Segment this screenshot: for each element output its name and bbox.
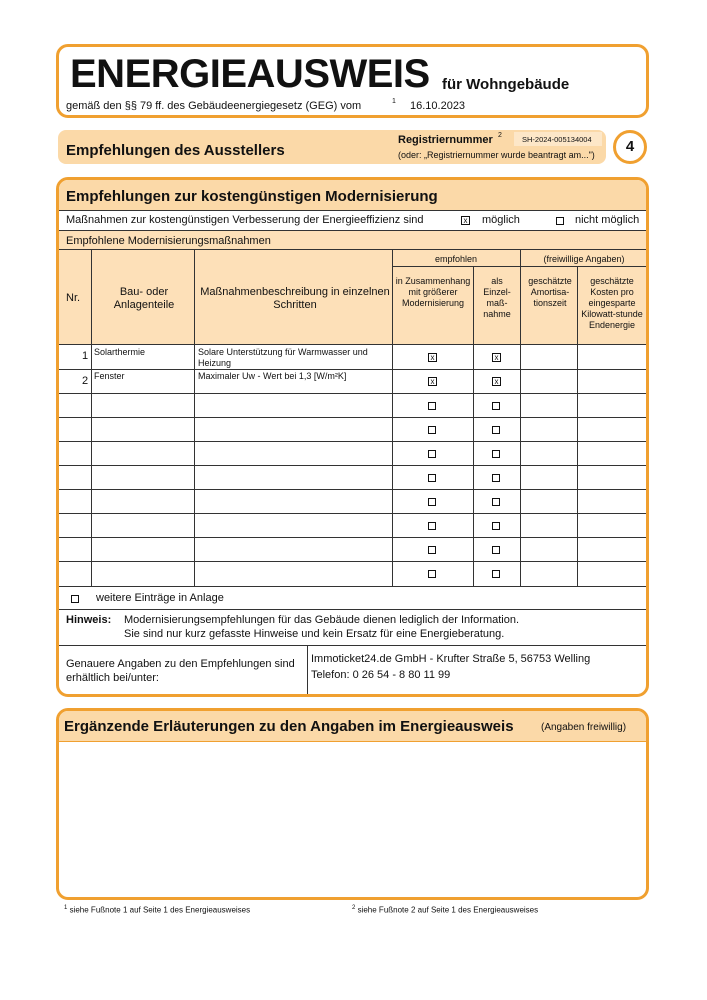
- checkbox-combined[interactable]: [428, 498, 436, 506]
- row-line: [59, 393, 646, 394]
- page-number-badge: 4: [613, 130, 647, 164]
- divider: [59, 741, 646, 742]
- row-line: [59, 489, 646, 490]
- checkbox-single-row-1[interactable]: x: [492, 353, 501, 362]
- section-title: Empfehlungen des Ausstellers: [66, 142, 285, 159]
- checkbox-single[interactable]: [492, 426, 500, 434]
- checkbox-combined[interactable]: [428, 546, 436, 554]
- row-description: Solare Unterstützung für Warmwasser und Heizung: [198, 347, 368, 368]
- row-component: Fenster: [94, 371, 125, 381]
- checkbox-combined[interactable]: [428, 402, 436, 410]
- column-single: als Einzel-maß-nahme: [483, 276, 511, 319]
- divider: [59, 210, 646, 211]
- column-component: Bau- oder Anlagenteile: [113, 286, 175, 311]
- row-description: Maximaler Uw - Wert bei 1,3 [W/m²K]: [198, 371, 347, 381]
- row-line: [59, 441, 646, 442]
- row-line: [59, 344, 646, 345]
- header-subline: [392, 266, 646, 267]
- row-component: Solarthermie: [94, 347, 146, 357]
- hint-label: Hinweis:: [66, 614, 112, 626]
- registration-label: Registriernummer: [398, 134, 493, 146]
- hint-line-2: Sie sind nur kurz gefasste Hinweise und kein Ersatz für eine Energieberatung.: [124, 628, 505, 640]
- footnote-2: [352, 905, 538, 915]
- checkbox-more-entries[interactable]: [71, 595, 79, 603]
- checkbox-combined-row-2[interactable]: x: [428, 377, 437, 386]
- more-entries-label: weitere Einträge in Anlage: [96, 592, 224, 604]
- footnote-1-text: siehe Fußnote 1 auf Seite 1 des Energieausweises: [69, 905, 251, 915]
- row-line: [59, 513, 646, 514]
- checkbox-combined[interactable]: [428, 522, 436, 530]
- checkbox-single[interactable]: [492, 474, 500, 482]
- company-address: Immoticket24.de GmbH - Krufter Straße 5, 56753 Welling: [311, 653, 591, 665]
- divider: [59, 645, 646, 646]
- checkbox-single[interactable]: [492, 402, 500, 410]
- checkbox-single[interactable]: [492, 498, 500, 506]
- column-line: [473, 266, 474, 586]
- row-nr: 1: [82, 350, 89, 362]
- checkbox-combined-row-1[interactable]: x: [428, 353, 437, 362]
- column-combined: in Zusammenhang mit größerer Modernisierung: [395, 276, 471, 308]
- footnote-1: [64, 905, 250, 915]
- row-line: [59, 561, 646, 562]
- checkbox-combined[interactable]: [428, 450, 436, 458]
- possible-label: möglich: [482, 214, 520, 226]
- details-label-1: Genauere Angaben zu den Empfehlungen sind: [66, 658, 295, 670]
- footnote-2-mark: 2: [352, 905, 356, 911]
- checkbox-combined[interactable]: [428, 426, 436, 434]
- row-line: [59, 369, 646, 370]
- row-line: [59, 417, 646, 418]
- measures-text: Maßnahmen zur kostengünstigen Verbesserung der Energieeffizienz sind: [66, 214, 424, 226]
- column-line: [577, 266, 578, 586]
- recommendations-title: Empfehlungen zur kostengünstigen Modernisierung: [66, 188, 438, 205]
- details-label-2: erhältlich bei/unter:: [66, 672, 159, 684]
- registration-note: (oder: „Registriernummer wurde beantragt am..."): [398, 150, 595, 160]
- column-nr: Nr.: [66, 292, 81, 304]
- checkbox-possible[interactable]: x: [461, 216, 470, 225]
- checkbox-single[interactable]: [492, 570, 500, 578]
- footnote-2-text: siehe Fußnote 2 auf Seite 1 des Energieausweises: [357, 905, 539, 915]
- column-amortization: geschätzte Amortisa-tionszeit: [528, 276, 572, 308]
- row-nr: 2: [82, 375, 89, 387]
- supplementary-title: Ergänzende Erläuterungen zu den Angaben im Energieausweis: [64, 718, 514, 735]
- column-description: Maßnahmenbeschreibung in einzelnen Schritten: [200, 286, 390, 311]
- divider: [307, 645, 308, 694]
- law-reference: gemäß den §§ 79 ff. des Gebäudeenergiegesetz (GEG) vom: [66, 100, 362, 112]
- table-top-line: [59, 249, 646, 250]
- company-phone: Telefon: 0 26 54 - 8 80 11 99: [311, 669, 451, 681]
- registration-number: SH-2024-005134004: [522, 135, 592, 144]
- checkbox-combined[interactable]: [428, 570, 436, 578]
- document-subtitle: für Wohngebäude: [442, 76, 570, 93]
- registration-footnote-mark: 2: [498, 132, 502, 139]
- recommended-header: Empfohlene Modernisierungsmaßnahmen: [66, 235, 271, 247]
- checkbox-single-row-2[interactable]: x: [492, 377, 501, 386]
- document-title: ENERGIEAUSWEIS: [70, 52, 430, 96]
- not-possible-label: nicht möglich: [575, 214, 640, 226]
- checkbox-single[interactable]: [492, 546, 500, 554]
- footnote-mark: 1: [392, 98, 396, 105]
- column-optional: (freiwillige Angaben): [543, 254, 625, 264]
- checkbox-single[interactable]: [492, 450, 500, 458]
- row-line: [59, 586, 646, 587]
- footnote-1-mark: 1: [64, 905, 68, 911]
- checkbox-combined[interactable]: [428, 474, 436, 482]
- supplementary-note: (Angaben freiwillig): [541, 722, 627, 733]
- checkbox-single[interactable]: [492, 522, 500, 530]
- row-line: [59, 465, 646, 466]
- divider: [59, 609, 646, 610]
- hint-line-1: Modernisierungsempfehlungen für das Gebäude dienen lediglich der Information.: [124, 614, 520, 626]
- column-recommended: empfohlen: [434, 254, 478, 264]
- checkbox-not-possible[interactable]: [556, 217, 564, 225]
- column-costs: geschätzte Kosten pro eingesparte Kilowatt-stunde Endenergie: [581, 276, 643, 330]
- row-line: [59, 537, 646, 538]
- law-date: 16.10.2023: [410, 100, 466, 112]
